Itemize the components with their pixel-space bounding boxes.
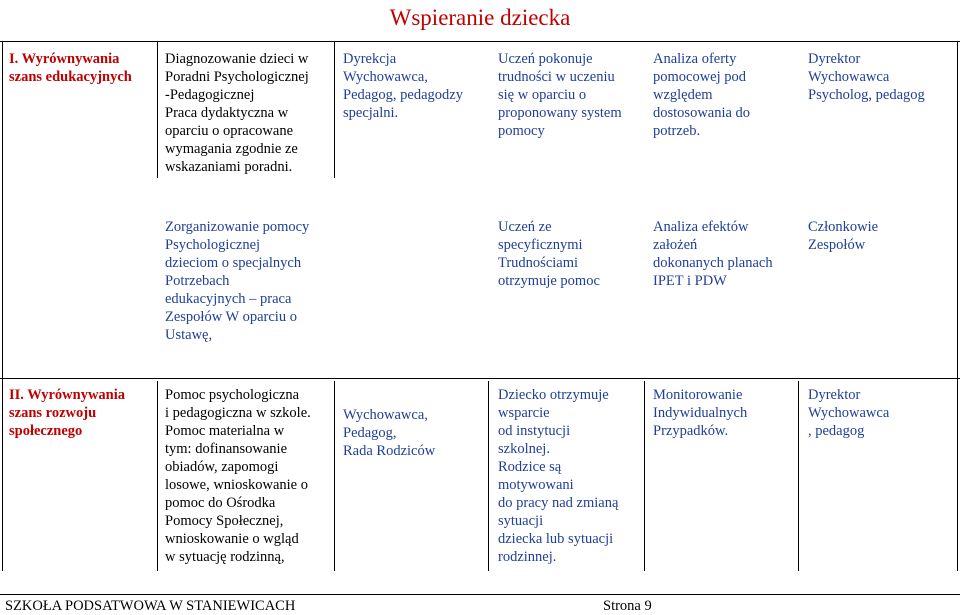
table-left-border-bottom (2, 381, 3, 571)
row1-people-cell: Dyrektor Wychowawca Psycholog, pedagog (808, 51, 925, 103)
table-left-border (2, 41, 3, 381)
col-divider-4b (644, 381, 645, 571)
footer-divider (0, 594, 960, 595)
row3-effect-cell: Dziecko otrzymuje wsparcie od instytucji szkolnej. Rodzice są motywowani do pracy nad zmianą sytuacji dziecka lub sytuacji rodzinnej. (498, 387, 619, 565)
footer-page-number: Strona 9 (603, 598, 652, 614)
row2-evaluation-cell: Analiza efektów założeń dokonanych planach IPET i PDW (653, 219, 773, 289)
row3-responsible-cell: Wychowawca, Pedagog, Rada Rodziców (343, 407, 436, 459)
row1-effect-cell: Uczeń pokonuje trudności w uczeniu się w oparciu o proponowany system pomocy (498, 51, 622, 139)
row1-area-cell: I. Wyrównywania szans edukacyjnych (9, 51, 132, 85)
col-divider-3b (488, 381, 489, 571)
table-top-border (0, 41, 960, 42)
row1-responsible-cell: Dyrekcja Wychowawca, Pedagog, pedagodzy specjalni. (343, 51, 463, 121)
col-divider-2 (334, 41, 335, 178)
col-divider-5b (798, 381, 799, 571)
row2-effect-cell: Uczeń ze specyficznymi Trudnościami otrzymuje pomoc (498, 219, 600, 289)
row3-task-cell-b: Pomoc materialna w tym: dofinansowanie obiadów, zapomogi losowe, wnioskowanie o pomoc do Ośrodka Pomocy Społecznej, wnioskowanie o wgląd w sytuację rodzinną, (165, 423, 308, 565)
row1-task-cell: Diagnozowanie dzieci w Poradni Psychologicznej -Pedagogicznej Praca dydaktyczna w oparciu o opracowane wymagania zgodnie ze wskazaniami poradni. (165, 51, 309, 175)
footer-school-name: SZKOŁA PODSATWOWA W STANIEWICACH (5, 598, 296, 614)
row2-task-cell: Zorganizowanie pomocy Psychologicznej dzieciom o specjalnych Potrzebach edukacyjnych – praca Zespołów W oparciu o Ustawę, (165, 219, 310, 343)
row3-evaluation-cell: Monitorowanie Indywidualnych Przypadków. (653, 387, 748, 439)
col-divider-2b (334, 381, 335, 571)
row3-area-cell: II. Wyrównywania szans rozwoju społecznego (9, 387, 126, 439)
row3-people-cell: Dyrektor Wychowawca , pedagog (808, 387, 890, 439)
row1-evaluation-cell: Analiza oferty pomocowej pod względem dostosowania do potrzeb. (653, 51, 751, 139)
page-title: Wspieranie dziecka (389, 5, 571, 30)
table-row2-border (0, 378, 960, 379)
row3-task-cell-a: Pomoc psychologiczna i pedagogiczna w szkole. (165, 387, 311, 421)
table-right-border (957, 41, 958, 571)
row2-people-cell: Członkowie Zespołów (808, 219, 879, 253)
